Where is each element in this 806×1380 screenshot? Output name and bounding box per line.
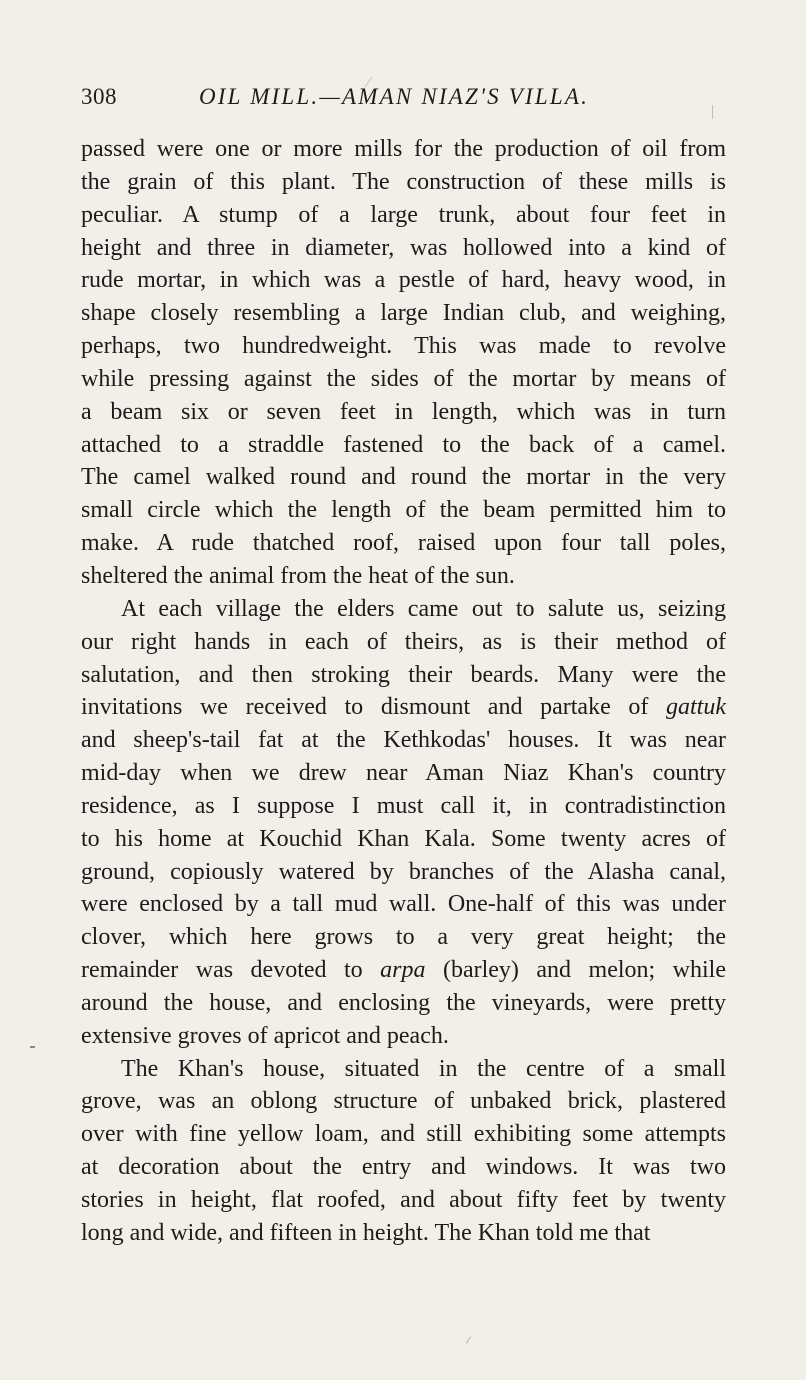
scan-speck bbox=[466, 1336, 471, 1343]
text-line: to his home at Kouchid Khan Kala. Some twenty acres of bbox=[81, 825, 726, 852]
paragraph bbox=[81, 133, 726, 593]
text-line: The Khan's house, situated in the centre of a small bbox=[121, 1055, 726, 1082]
text-line: mid-day when we drew near Aman Niaz Khan's country bbox=[81, 760, 726, 787]
text-line: ground, copiously watered by branches of the Alasha canal, bbox=[81, 858, 726, 885]
text-line: residence, as I suppose I must call it, in contradistinction bbox=[81, 792, 726, 819]
text-line: invitations we received to dismount and partake of gattuk bbox=[81, 694, 726, 721]
text-line: long and wide, and fifteen in height. The Khan told me that bbox=[81, 1219, 651, 1246]
text-line: grove, was an oblong structure of unbaked brick, plastered bbox=[81, 1088, 726, 1115]
body-text bbox=[81, 133, 726, 1250]
page-number: 308 bbox=[81, 84, 117, 109]
text-line: extensive groves of apricot and peach. bbox=[81, 1022, 449, 1049]
text-line: the grain of this plant. The construction of these mills is bbox=[81, 168, 726, 195]
text-line: clover, which here grows to a very great height; the bbox=[81, 924, 726, 951]
text-line: our right hands in each of theirs, as is their method of bbox=[81, 628, 726, 655]
paragraph bbox=[81, 1053, 726, 1250]
text-line: passed were one or more mills for the production of oil from bbox=[81, 136, 726, 162]
text-line: over with fine yellow loam, and still exhibiting some attempts bbox=[81, 1121, 726, 1148]
text-line: attached to a straddle fastened to the back of a camel. bbox=[81, 431, 726, 458]
text-line: perhaps, two hundredweight. This was made to revolve bbox=[81, 333, 726, 360]
running-head bbox=[81, 84, 726, 120]
scan-speck bbox=[30, 1046, 35, 1048]
paragraph bbox=[81, 593, 726, 1053]
text-line: while pressing against the sides of the mortar by means of bbox=[81, 365, 726, 392]
text-line: and sheep's-tail fat at the Kethkodas' houses. It was near bbox=[81, 727, 726, 754]
text-line: shape closely resembling a large Indian club, and weighing, bbox=[81, 300, 726, 327]
text-line: The camel walked round and round the mortar in the very bbox=[81, 464, 726, 491]
scan-speck bbox=[712, 105, 713, 119]
text-line: salutation, and then stroking their beards. Many were the bbox=[81, 661, 726, 688]
text-line: small circle which the length of the beam permitted him to bbox=[81, 497, 726, 524]
text-line: at decoration about the entry and windows. It was two bbox=[81, 1154, 726, 1181]
text-line: make. A rude thatched roof, raised upon four tall poles, bbox=[81, 530, 726, 557]
text-line: height and three in diameter, was hollowed into a kind of bbox=[81, 234, 726, 261]
text-line: rude mortar, in which was a pestle of hard, heavy wood, in bbox=[81, 267, 726, 294]
text-line: remainder was devoted to arpa (barley) and melon; while bbox=[81, 957, 726, 984]
text-line: peculiar. A stump of a large trunk, about four feet in bbox=[81, 201, 726, 228]
text-line: stories in height, flat roofed, and about fifty feet by twenty bbox=[81, 1187, 726, 1213]
text-line: sheltered the animal from the heat of the sun. bbox=[81, 562, 515, 589]
text-line: a beam six or seven feet in length, which was in turn bbox=[81, 398, 726, 425]
text-line: were enclosed by a tall mud wall. One-half of this was under bbox=[81, 891, 726, 918]
text-line: around the house, and enclosing the vineyards, were pretty bbox=[81, 989, 726, 1016]
running-head-title: OIL MILL.—AMAN NIAZ'S VILLA. bbox=[199, 84, 590, 109]
text-line: At each village the elders came out to salute us, seizing bbox=[121, 595, 726, 622]
